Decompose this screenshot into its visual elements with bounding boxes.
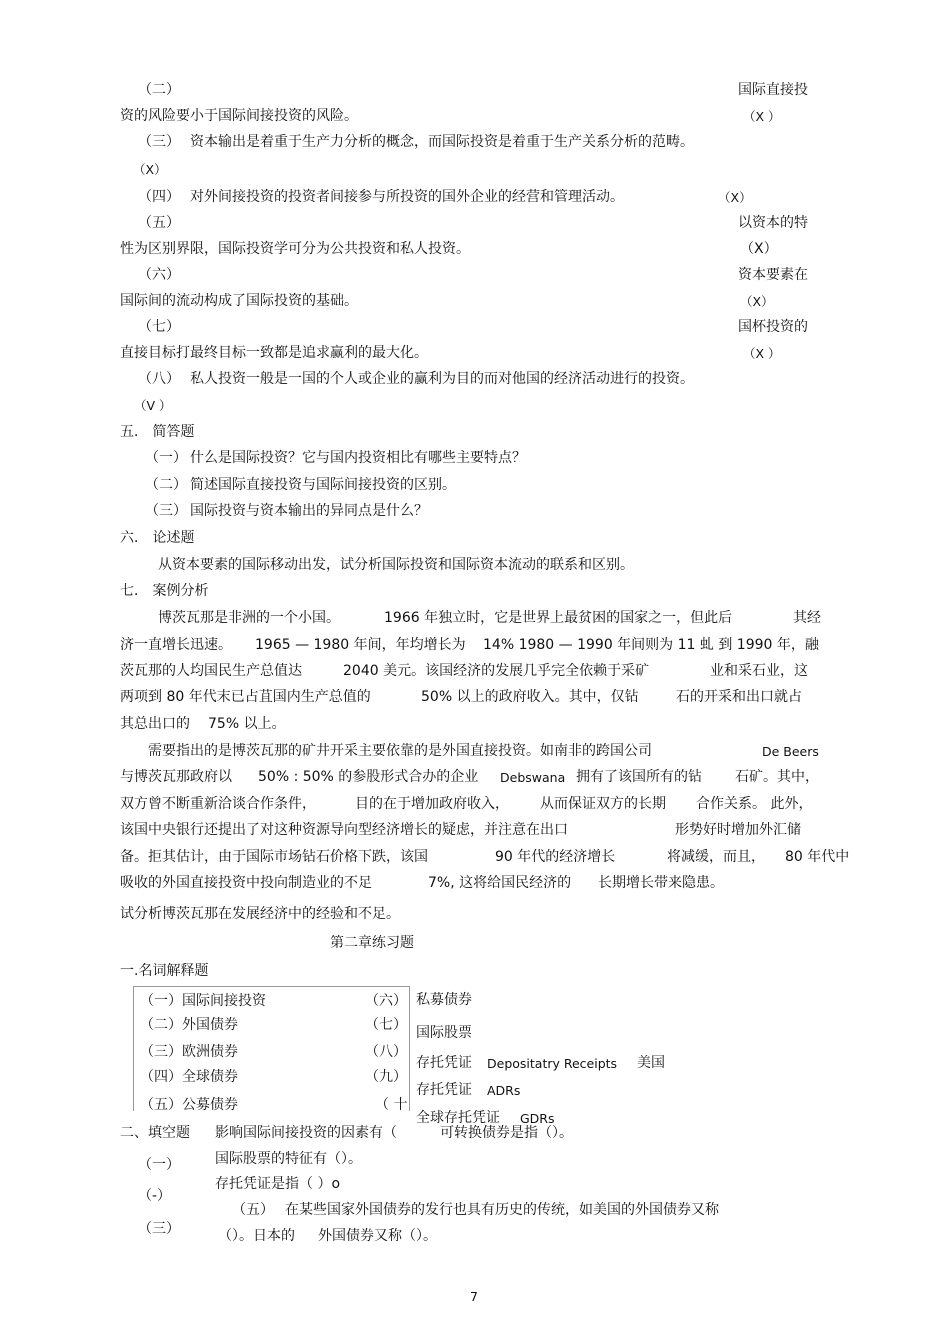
tf-3-text: 资本输出是着重于生产力分析的概念，而国际投资是着重于生产关系分析的范畴。 xyxy=(190,134,694,150)
tf-3-mark: （X） xyxy=(133,162,167,177)
case-p2-seg: 石矿。其中， xyxy=(735,769,819,785)
fill-num: （三） xyxy=(138,1221,180,1237)
term-right: 国际股票 xyxy=(416,1025,472,1041)
tf-2-text-a: 国际直接投 xyxy=(738,82,808,98)
term-right: 美国 xyxy=(637,1055,665,1071)
case-p2-seg: De Beers xyxy=(762,744,819,759)
tf-6-text-a: 资本要素在 xyxy=(738,267,808,283)
tf-8-text: 私人投资一般是一国的个人或企业的赢利为目的而对他国的经济活动进行的投资。 xyxy=(190,371,694,387)
case-p1-seg: 业和采石业，这 xyxy=(710,663,808,679)
case-p1-seg: 两项到 80 年代末已占苴国内生产总值的 xyxy=(120,689,371,705)
case-p1-seg: 2040 美元。该国经济的发展几乎完全依赖于采矿 xyxy=(343,663,650,679)
case-p2-seg: 长期增长带来隐患。 xyxy=(598,875,724,891)
tf-5-mark: （X） xyxy=(740,241,778,257)
case-p1-seg: 博茨瓦那是非洲的一个小国。 xyxy=(158,610,340,626)
case-p1-seg: 14% 1980 — 1990 年间则为 11 虬 到 1990 年，融 xyxy=(483,637,819,653)
tf-6-mark: （X） xyxy=(740,294,774,309)
page-number: 7 xyxy=(470,1289,478,1304)
tf-7-text-a: 国杯投资的 xyxy=(738,319,808,335)
case-p2-seg: 7%, 这将给国民经济的 xyxy=(428,875,572,891)
term-num: （八） xyxy=(365,1044,407,1060)
section-5-heading: 五． 简答题 xyxy=(120,424,195,440)
tf-4-mark: （X） xyxy=(718,190,752,205)
case-p2-seg: 需要指出的是博茨瓦那的矿井开采主要依靠的是外国直接投资。如南非的跨国公司 xyxy=(148,743,652,759)
case-p2-seg: 备。拒其估计，由于国际市场钻石价格下跌，该国 xyxy=(120,849,428,865)
fill-5-text: 在某些国家外国债券的发行也具有历史的传统，如美国的外国债券又称 xyxy=(285,1202,719,1218)
ch2-section-2-heading: 二、填空题 xyxy=(120,1125,190,1141)
term-num: （六） xyxy=(365,993,407,1009)
case-p1-seg: 1966 年独立时，它是世界上最贫困的国家之一，但此后 xyxy=(384,610,733,626)
ch2-section-1-heading: 一.名词解释题 xyxy=(120,963,209,979)
s6-question: 从资本要素的国际移动出发，试分析国际投资和国际资本流动的联系和区别。 xyxy=(158,557,634,573)
term-right: 全球存托凭证 xyxy=(416,1110,500,1126)
tf-4-text: 对外间接投资的投资者间接参与所投资的国外企业的经营和管理活动。 xyxy=(190,189,624,205)
case-question: 试分析博茨瓦那在发展经济中的经验和不足。 xyxy=(120,906,400,922)
term-left: （五）公募债券 xyxy=(140,1097,238,1113)
term-right: GDRs xyxy=(520,1111,555,1126)
case-p2-seg: 80 年代中 xyxy=(785,849,850,865)
tf-2-text-b: 资的风险要小于国际间接投资的风险。 xyxy=(120,108,358,124)
fill-num: （一） xyxy=(138,1157,180,1173)
tf-6-num: （六） xyxy=(138,267,180,283)
s5-q3-text: 国际投资与资本输出的异同点是什么？ xyxy=(190,503,428,519)
fill-5-num: （五） xyxy=(232,1202,274,1218)
term-right: 存托凭证 xyxy=(416,1055,472,1071)
s5-q3-num: （三） xyxy=(145,503,187,519)
case-p2-seg: 该国中央银行还提出了对这种资源导向型经济增长的疑虑，并注意在出口 xyxy=(120,822,568,838)
term-right: 私募债券 xyxy=(416,992,472,1008)
case-p1-seg: 50% 以上的政府收入。其中，仅钻 xyxy=(421,689,639,705)
tf-2-num: （二） xyxy=(138,82,180,98)
case-p1-seg: 1965 — 1980 年间，年均增长为 xyxy=(255,637,466,653)
case-p2-seg: 吸收的外国直接投资中投向制造业的不足 xyxy=(120,875,372,891)
term-num: （七） xyxy=(365,1017,407,1033)
term-left: （一）国际间接投资 xyxy=(140,993,266,1009)
s5-q2-text: 简述国际直接投资与国际间接投资的区别。 xyxy=(190,477,456,493)
term-left: （三）欧洲债券 xyxy=(140,1044,238,1060)
tf-7-text-b: 直接目标打最终目标一致都是追求赢利的最大化。 xyxy=(120,345,428,361)
tf-7-mark: （X ） xyxy=(743,346,781,361)
case-p2-seg: 合作关系。 此外， xyxy=(696,796,813,812)
tf-3-num: （三） xyxy=(138,134,180,150)
term-num: （ 十 xyxy=(375,1097,408,1113)
term-left: （二）外国债券 xyxy=(140,1017,238,1033)
s5-q1-num: （一） xyxy=(145,450,187,466)
fill-2: 国际股票的特征有（）。 xyxy=(215,1151,362,1167)
tf-8-num: （八） xyxy=(138,371,180,387)
case-p2-seg: Debswana xyxy=(500,770,566,785)
case-p2-seg: 双方曾不断重新洽谈合作条件， xyxy=(120,796,316,812)
s5-q2-num: （二） xyxy=(145,477,187,493)
case-p1-seg: 其总出口的 xyxy=(120,716,190,732)
case-p2-seg: 拥有了该国所有的钻 xyxy=(576,769,702,785)
case-p2-seg: 将减缓，而且， xyxy=(667,849,765,865)
fill-5-text-b: （）。日本的 xyxy=(218,1228,295,1244)
case-p2-seg: 50% : 50% 的参股形式合办的企业 xyxy=(258,769,479,785)
chapter-2-title: 第二章练习题 xyxy=(330,935,414,951)
fill-1: 影响国际间接投资的因素有（ xyxy=(215,1125,397,1141)
tf-5-text-b: 性为区别界限，国际投资学可分为公共投资和私人投资。 xyxy=(120,241,470,257)
case-p2-seg: 从而保证双方的长期 xyxy=(540,796,666,812)
tf-8-mark: （V ） xyxy=(134,398,172,413)
case-p2-seg: 90 年代的经济增长 xyxy=(495,849,616,865)
tf-6-text-b: 国际间的流动构成了国际投资的基础。 xyxy=(120,293,358,309)
case-p1-seg: 石的开采和出口就占 xyxy=(676,689,802,705)
tf-5-text-a: 以资本的特 xyxy=(738,215,808,231)
tf-5-num: （五） xyxy=(138,215,180,231)
case-p1-seg: 茨瓦那的人均国民生产总值达 xyxy=(120,663,302,679)
tf-7-num: （七） xyxy=(138,319,180,335)
term-right: 存托凭证 xyxy=(416,1082,472,1098)
case-p2-seg: 与博茨瓦那政府以 xyxy=(120,769,232,785)
case-p2-seg: 形势好时增加外汇储 xyxy=(675,822,801,838)
fill-1b: 可转换债券是指（）。 xyxy=(440,1125,573,1141)
case-p2-seg: 目的在于增加政府收入， xyxy=(355,796,509,812)
term-right: ADRs xyxy=(487,1083,521,1098)
term-right: Depositatry Receipts xyxy=(487,1056,618,1071)
case-p1-seg: 75% 以上。 xyxy=(208,716,286,732)
section-7-heading: 七． 案例分析 xyxy=(120,583,209,599)
fill-3: 存托凭证是指（ ）o xyxy=(215,1176,341,1192)
fill-5-text-c: 外国债券又称（）。 xyxy=(318,1228,437,1244)
section-6-heading: 六． 论述题 xyxy=(120,530,195,546)
tf-2-mark: （X ） xyxy=(743,109,781,124)
tf-4-num: （四） xyxy=(138,189,180,205)
fill-num: （-） xyxy=(138,1188,172,1204)
term-left: （四）全球债券 xyxy=(140,1069,238,1085)
term-num: （九） xyxy=(365,1069,407,1085)
case-p1-seg: 其经 xyxy=(793,610,821,626)
case-p1-seg: 济一直增长迅速。 xyxy=(120,637,232,653)
s5-q1-text: 什么是国际投资？它与国内投资相比有哪些主要特点？ xyxy=(190,450,526,466)
